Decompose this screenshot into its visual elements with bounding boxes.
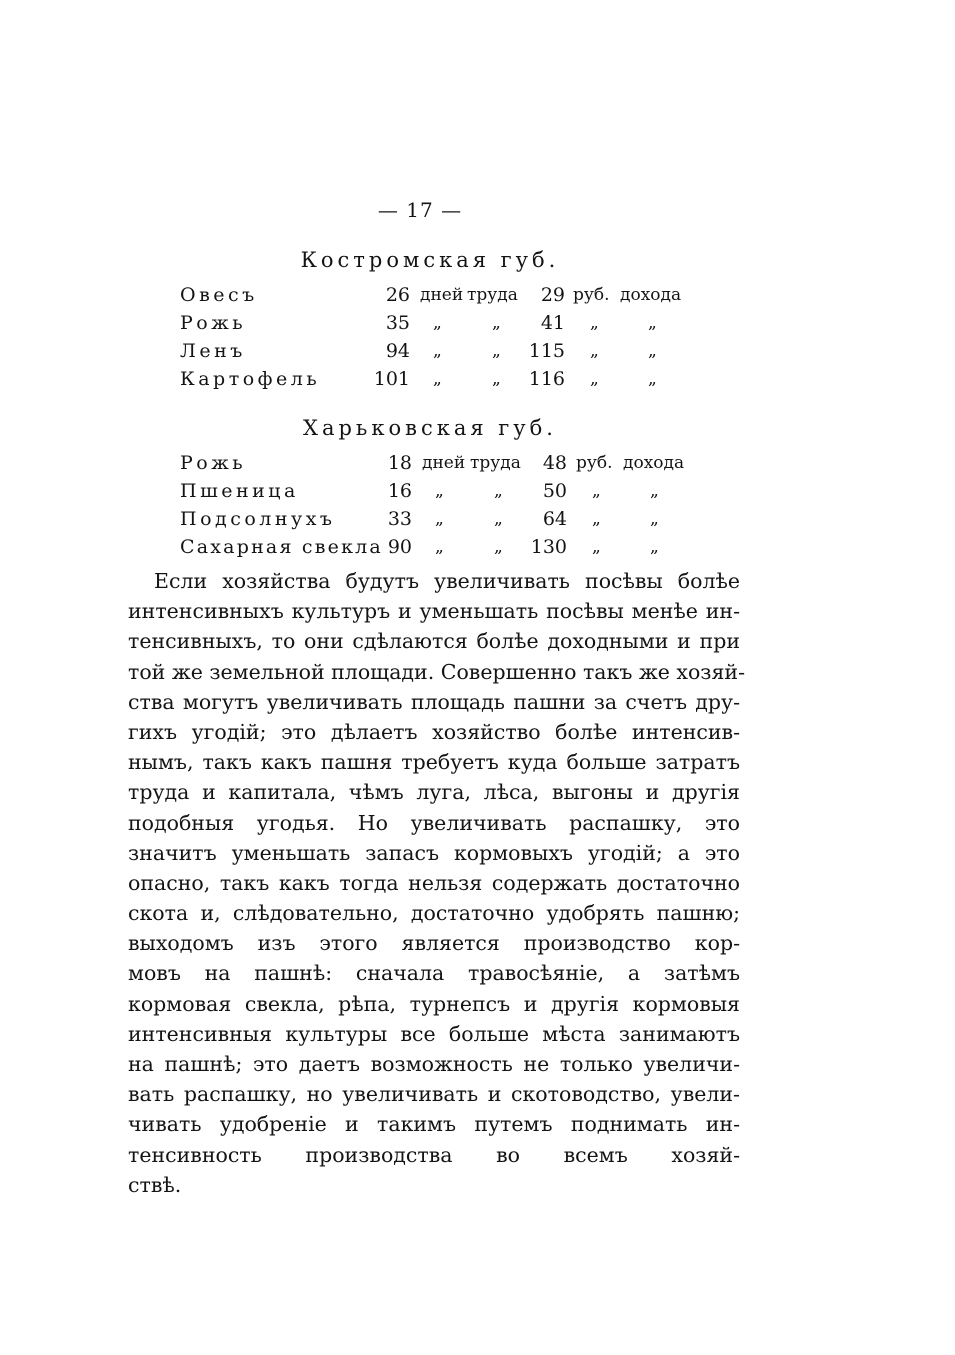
paragraph-line: ствѣ.	[128, 1172, 182, 1197]
rubles-unit: руб.	[576, 453, 613, 473]
page-number: — 17 —	[377, 198, 463, 222]
days-unit: „	[433, 341, 442, 361]
days-unit: „	[435, 537, 444, 557]
crop-name: Картофель	[180, 368, 321, 390]
income-unit: „	[648, 313, 657, 333]
income-unit: „	[650, 481, 659, 501]
income-rubles: 116	[528, 368, 565, 390]
days-unit: дней	[420, 285, 464, 305]
paragraph-line: чивать удобреніе и такимъ путемъ поднимать ин-	[128, 1112, 740, 1137]
paragraph-line: интенсивныхъ культуръ и уменьшать посѣвы менѣе ин-	[128, 599, 740, 624]
labor-unit: „	[492, 341, 501, 361]
labor-days: 94	[385, 340, 410, 362]
paragraph-line: труда и капитала, чѣмъ луга, лѣса, выгоны и другія	[128, 780, 740, 805]
income-rubles: 64	[542, 508, 567, 530]
labor-unit: „	[494, 509, 503, 529]
paragraph-line: тенсивность производства во всемъ хозяй-	[128, 1142, 740, 1167]
crop-name: Ленъ	[180, 340, 246, 362]
labor-unit: „	[494, 537, 503, 557]
labor-unit: труда	[470, 453, 521, 473]
paragraph-line: на пашнѣ; это даетъ возможность не только увеличи-	[128, 1052, 740, 1076]
income-unit: дохода	[620, 285, 682, 305]
rubles-unit: „	[590, 369, 599, 389]
income-unit: „	[648, 341, 657, 361]
crop-name: Овесъ	[180, 284, 258, 306]
income-rubles: 41	[540, 312, 565, 334]
labor-days: 18	[387, 452, 412, 474]
labor-days: 26	[385, 284, 410, 306]
crop-name: Пшеница	[180, 480, 299, 502]
labor-days: 33	[387, 508, 412, 530]
income-rubles: 130	[530, 536, 567, 558]
rubles-unit: „	[590, 341, 599, 361]
paragraph-line: опасно, такъ какъ тогда нельзя содержать достаточно	[128, 870, 740, 895]
income-unit: „	[648, 369, 657, 389]
days-unit: „	[435, 481, 444, 501]
labor-unit: труда	[467, 285, 518, 305]
paragraph-line: подобныя угодья. Но увеличивать распашку, это	[128, 810, 740, 835]
days-unit: „	[435, 509, 444, 529]
rubles-unit: руб.	[573, 285, 610, 305]
paragraph-line: выходомъ изъ этого является производство кор-	[128, 931, 740, 956]
crop-name: Подсолнухъ	[180, 508, 336, 530]
paragraph-line: гихъ угодій; это дѣлаетъ хозяйство болѣе интенсив-	[128, 719, 740, 744]
section-title-kharkov: Харьковская губ.	[303, 416, 557, 440]
income-rubles: 48	[542, 452, 567, 474]
rubles-unit: „	[590, 313, 599, 333]
paragraph-line: кормовая свекла, рѣпа, турнепсъ и другія кормовыя	[128, 991, 740, 1016]
days-unit: дней	[422, 453, 466, 473]
body-paragraph	[128, 566, 746, 1200]
labor-days: 16	[387, 480, 412, 502]
income-unit: „	[650, 509, 659, 529]
labor-days: 101	[373, 368, 410, 390]
paragraph-line: Если хозяйства будутъ увеличивать посѣвы болѣе	[154, 569, 740, 593]
days-unit: „	[433, 369, 442, 389]
income-rubles: 115	[528, 340, 565, 362]
labor-unit: „	[494, 481, 503, 501]
crop-name: Сахарная свекла	[180, 536, 383, 558]
rubles-unit: „	[592, 481, 601, 501]
crop-name: Рожь	[180, 312, 247, 334]
paragraph-line: той же земельной площади. Совершенно такъ же хозяй-	[128, 659, 746, 684]
labor-days: 90	[387, 536, 412, 558]
income-unit: „	[650, 537, 659, 557]
crop-name: Рожь	[180, 452, 247, 474]
paragraph-line: ства могутъ увеличивать площадь пашни за счетъ дру-	[128, 689, 740, 714]
labor-days: 35	[385, 312, 410, 334]
days-unit: „	[433, 313, 442, 333]
labor-unit: „	[492, 313, 501, 333]
labor-unit: „	[492, 369, 501, 389]
income-unit: дохода	[623, 453, 685, 473]
paragraph-line: интенсивныя культуры все больше мѣста занимаютъ	[128, 1021, 740, 1046]
paragraph-line: вать распашку, но увеличивать и скотоводство, увели-	[128, 1082, 740, 1107]
paragraph-line: тенсивныхъ, то они сдѣлаются болѣе доходными и при	[128, 629, 740, 654]
income-rubles: 50	[542, 480, 567, 502]
paragraph-line: нымъ, такъ какъ пашня требуетъ куда больше затратъ	[128, 750, 740, 775]
paragraph-line: мовъ на пашнѣ: сначала травосѣяніе, а затѣмъ	[128, 961, 740, 986]
paragraph-line: значитъ уменьшать запасъ кормовыхъ угодій; а это	[128, 840, 740, 865]
paragraph-line: скота и, слѣдовательно, достаточно удобрять пашню;	[128, 901, 740, 926]
rubles-unit: „	[592, 509, 601, 529]
section-title-kostroma: Костромская губ.	[300, 248, 560, 272]
rubles-unit: „	[592, 537, 601, 557]
income-rubles: 29	[540, 284, 565, 306]
